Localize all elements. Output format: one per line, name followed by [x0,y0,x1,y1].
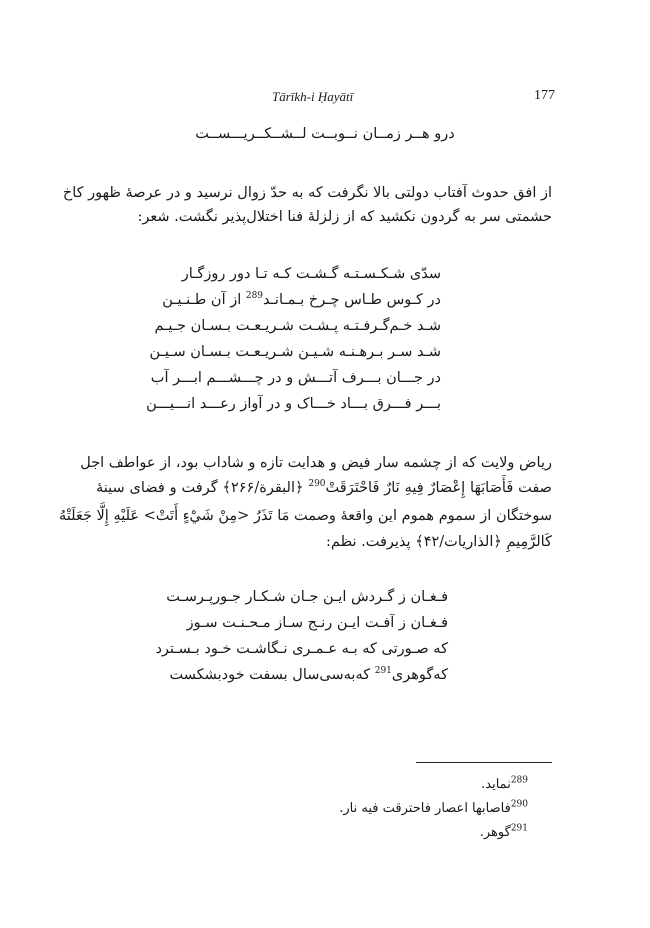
poem-1 [146,261,441,417]
footnote-number: 291 [510,823,528,834]
footnote-ref-289: 289 [245,291,264,302]
paragraph-2-line-1: ریاض ولایت که از چشمه سار فیض و هدایت تازه و شاداب بود، از عواطف اجل [80,455,552,471]
poem-2-line-4-end: که‌به‌سی‌سال بسفت خودبشکست [169,667,375,683]
paragraph-1-line-1: از افق حدوث آفتاب دولتی بالا نگرفت که به حدّ زوال نرسید و در عرصهٔ ظهور کاخ [62,185,552,201]
poem-1-line-4: شـد سـر بـرهـنـه شـیـن شـریـعـت بـسـان سـیـن [149,344,441,360]
footnote-ref-291: 291 [374,666,392,677]
paragraph-2-line-2 [96,478,552,498]
poem-1-line-6: بـــر فـــرق بـــاد خـــاک و در آواز رعـــد انـــیـــن [146,396,441,412]
running-title: Tārīkh-i Ḥayātī [272,89,354,104]
footnote-text: گوهر. [479,825,511,840]
poem-1-line-1: سدّی شـکـسـتـه گـشـت کـه تـا دور روزگـار [181,266,441,282]
footnote-number: 289 [510,775,528,786]
paragraph-2-line-3: سوختگان از سموم هموم این واقعهٔ وصمت مَا تَذَرُ <مِنْ شَيْءٍ أَتَتْ> عَلَيْهِ إِلَّا جَعَلَتْهُ [59,508,552,524]
poem-1-line-5: در جـــان بـــرف آتـــش و در چـــشـــم ابـــر آب [150,370,441,386]
footnote-289 [481,776,528,794]
paragraph-2-line-4: كَالرَّمِيمِ ﴿الذاریات/۴۲﴾ پذیرفت. نظم: [326,534,552,550]
poem-1-line-2-start: در کـوس طـاس چـرخ بـمـانـد [263,292,441,308]
poem-1-line-2-end: از آن طـنـیـن [162,292,246,308]
paragraph-1-line-2: حشمتی سر به گردون نکشید که از زلزلهٔ فنا اختلال‌پذیر نگشت. شعر: [137,209,552,225]
footnote-separator [416,762,552,763]
poem-2-line-4 [169,662,448,688]
poem-2-line-3: که صـورتی که بـه عـمـری نـگاشـت خـود بـسـترد [155,641,448,657]
footnote-text: نماید. [481,777,511,792]
poem-2-line-2: فـغـان ز آفـت ایـن رنـج سـاز مـحـنـت سـوز [186,615,448,631]
poem-1-line-2 [162,287,441,313]
page-number: 177 [534,88,555,103]
footnote-number: 290 [510,799,528,810]
top-verse-line: درو هــر زمــان نــوبــت لــشــکــریـــســت [195,126,455,142]
footnote-291 [480,824,528,842]
poem-2 [155,584,448,688]
footnote-text: فاصابها اعصار فاحترقت فیه نار. [339,801,511,816]
poem-1-line-3: شـد خـم‌گـرفـتـه پـشـت شـریـعـت بـسـان جـیـم [154,318,441,334]
footnote-290 [339,800,528,818]
poem-2-line-4-start: که‌گوهری [391,667,448,683]
paragraph-2-line-2-start: صفت فَأَصَابَهَا إِعْصَارٌ فِيهِ نَارٌ فَاحْتَرَقَتْ [325,480,552,496]
footnote-ref-290: 290 [308,479,326,490]
paragraph-2-line-2-end: ﴿البقرة/۲۶۶﴾ گرفت و فضای سینهٔ [96,480,309,496]
poem-2-line-1: فـغـان ز گـردش ایـن جـان شـکـار جـورپـرسـت [166,589,448,605]
